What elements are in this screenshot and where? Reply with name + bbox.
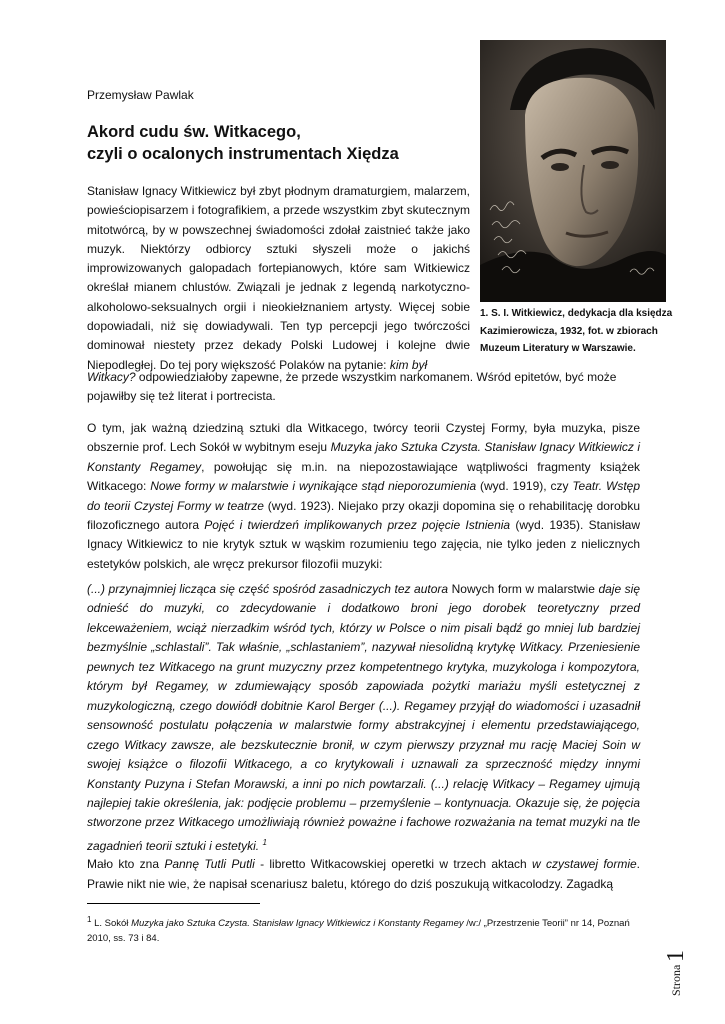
author-name: Przemysław Pawlak [87, 88, 194, 102]
footnote-text-post: /w:/ „Przestrzenie Teorii” nr 14, Poznań 2010, ss. 73 i 84. [87, 918, 630, 945]
p4-italic-1: w czystawej formie [532, 857, 637, 871]
page-number: 1 [663, 950, 689, 962]
p2-italic-title-0: Muzyka jako Sztuka Czysta. Stanisław Ignacy Witkiewicz i Konstanty Regamey [87, 440, 640, 474]
p2-italic-title-2: Teatr. Wstęp do teorii Czystej Formy w teatrze [87, 479, 641, 513]
p2-italic-title-3: Pojęć i twierdzeń implikowanych przez pojęcie Istnienia [204, 518, 511, 533]
p2-text-1: , powołując się m.in. na niepozostawiające wątpliwości fragmenty książek Witkacego: [87, 459, 641, 494]
p2-text-3: (wyd. 1923). Niejako przy okazji dopomina się o rehabilitację dorobku filozoficznego autora [87, 498, 640, 533]
quote-text-a: (...) przynajmniej licząca się część spośród zasadniczych tez autora [87, 582, 452, 596]
p4-text-1: - libretto Witkacowskiej operetki w trzech aktach [254, 857, 533, 871]
quote-upright-title: Nowych form w malarstwie [451, 582, 595, 596]
p2-text-4: (wyd. 1935). Stanisław Ignacy Witkiewicz to nie krytyk sztuk w wąskim rozumieniu tego zajęcia, nie tylko jeden z nielicznych estetyków polskich, ale wręcz prekursor filozofii muzyki: [87, 518, 640, 571]
paragraph-4 [87, 855, 640, 894]
p4-italic-0: Pannę Tutli Putli [164, 857, 255, 871]
paragraph-2 [87, 419, 640, 574]
footnote-number: 1 [87, 915, 92, 924]
p4-text-0: Mało kto zna [87, 857, 165, 871]
footnote-ref[interactable]: 1 [262, 837, 267, 847]
p2-italic-title-1: Nowe formy w malarstwie i wynikające stąd nieporozumienia [150, 479, 477, 494]
paragraph-1-continued [87, 368, 642, 407]
title-line-2: czyli o ocalonych instrumentach Xiędza [87, 145, 399, 163]
page-label: Strona [669, 964, 683, 996]
p2-text-2: (wyd. 1919), czy [476, 479, 573, 494]
photo-caption: 1. S. I. Witkiewicz, dedykacja dla księdza Kazimierowicza, 1932, fot. w zbiorach Muzeum Literatury w Warszawie. [480, 308, 673, 354]
paragraph-1-italic: kim był [389, 357, 428, 372]
page-number-marker [648, 940, 698, 1000]
paragraph-1-continued-italic: Witkacy? [87, 370, 136, 384]
portrait-photo [480, 40, 666, 302]
p4-text-2: . Prawie nikt nie wie, że napisał scenariusz baletu, którego do dziś poszukują witkacolodzy. Zagadką [87, 857, 641, 891]
footnote [87, 912, 640, 946]
quote-text-c: daje się odnieść do muzyki, co zdecydowanie i dodatkowo broni jego dorobek teoretyczny przed lekceważeniem, wciąż nierzadkim wśród tych, którzy w Polsce o nim pisali bądź go mniej lub bardziej bezmyślnie „schlastali”. Tak właśnie, „schlastaniem”, nazywał niesolidną krytykę Witkacy. Przeniesienie pewnych tez Witkacego na grunt muzyczny przez kompetentnego krytyka, muzykologa i kompozytora, którym był Regamey, w zdumiewający sposób zapowiada pożytki mariażu myśli estetycznej z muzykologiczną, czego dowiódł dobitnie Karol Berger (...). Regamey przyjął do wiadomości i uzasadnił sensowność postulatu połączenia w malarstwie formy abstrakcyjnej i elementu przedstawiającego, czego Witkacy zawsze, ale bezskutecznie bronił, w czym pierwszy przyznał mu rację Maciej Soin w swojej książce o filozofii Witkacego, a co krytykowali i uznawali za sprzeczność między innymi Konstanty Puzyna i Stefan Morawski, a inni po nich powtarzali. (...) relację Witkacy – Regamey ujmują najlepiej takie określenia, jak: podjęcie problemu – przemyślenie – kontynuacja. Okazuje się, że pojęcia stworzone przez Witkacego umożliwiają również poważne i fachowe rozważania na temat muzyki na tle zagadnień teorii sztuki i estetyki. [87, 582, 640, 853]
paragraph-1 [87, 182, 470, 375]
paragraph-1-text: Stanisław Ignacy Witkiewicz był zbyt płodnym dramaturgiem, malarzem, powieściopisarzem i fotografikiem, a przede wszystkim zbyt skutecznym mitotwórcą, by w powszechnej świadomości zdołał zaistnieć także jako muzyk. Niektórzy odbiorcy sztuki słyszeli może o jakichś improwizowanych galopadach fortepianowych, które sam Witkiewicz określał mianem chlustów. Związali je jednak z legendą narkotyczno-alkoholowo-seksualnych orgii i nieokiełznaniem artysty. Więcej sobie dopowiadali, niż się dowiadywali. Ten typ percepcji jego twórczości dominował niestety przez dekady Polski Ludowej i kolejne dwie Niepodległej. Do tej pory większość Polaków na pytanie: [87, 184, 470, 372]
footnote-text-pre: L. Sokół [91, 918, 132, 930]
block-quote [87, 580, 640, 856]
title-line-1: Akord cudu św. Witkacego, [87, 123, 301, 141]
footnote-divider [87, 903, 260, 904]
article-title [87, 121, 399, 165]
paragraph-1-continued-text: odpowiedziałoby zapewne, że przede wszystkim narkomanem. Wśród epitetów, być może pojawiłby się też literat i portrecista. [87, 370, 617, 404]
p2-text-0: O tym, jak ważną dziedziną sztuki dla Witkacego, twórcy teorii Czystej Formy, była muzyka, pisze obszernie prof. Lech Sokół w wybitnym eseju [87, 421, 640, 455]
footnote-italic: Muzyka jako Sztuka Czysta. Stanisław Ignacy Witkiewicz i Konstanty Regamey [131, 918, 464, 930]
